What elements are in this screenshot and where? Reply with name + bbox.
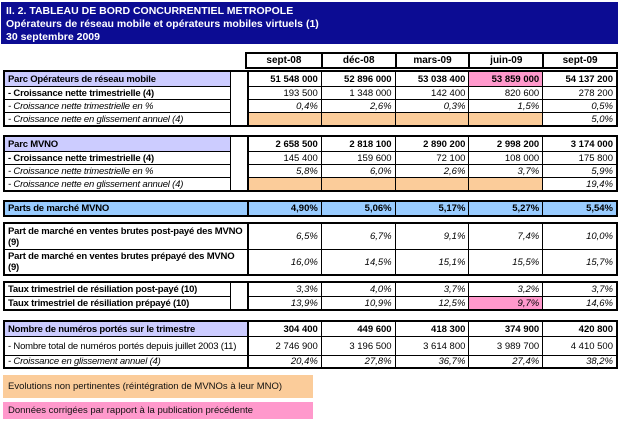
row-label: - Croissance nette trimestrielle en % (5, 99, 231, 112)
data-cell: 54 137 200 (542, 72, 616, 86)
data-cell (247, 177, 321, 190)
row-label: Parc Opérateurs de réseau mobile (5, 72, 231, 86)
spacer-cell (231, 137, 247, 151)
column-header: sept-08 (266, 55, 302, 66)
data-cell: 2 746 900 (247, 336, 321, 355)
table-row (5, 249, 616, 274)
data-cell: 5,06% (321, 202, 395, 215)
table-row (5, 99, 616, 112)
column-header: juin-09 (468, 54, 542, 67)
data-cell (247, 112, 321, 125)
data-cell: 5,0% (542, 112, 616, 125)
legend-pink-label: Données corrigées par rapport à la publication précédente (8, 405, 254, 416)
column-header-row (245, 52, 618, 69)
row-label: Parc MVNO (5, 137, 231, 151)
data-cell: 20,4% (247, 355, 321, 367)
data-cell: 449 600 (321, 322, 395, 336)
row-label: Part de marché en ventes brutes prépayé des MVNO (9) (5, 249, 247, 274)
column-header: mars-09 (395, 54, 469, 67)
data-cell: 12,5% (395, 296, 469, 309)
data-cell: 5,17% (395, 202, 469, 215)
data-cell: 0,4% (247, 99, 321, 112)
data-cell: 374 900 (468, 322, 542, 336)
data-cell: 0,3% (395, 99, 469, 112)
data-cell: 6,0% (321, 164, 395, 177)
row-label: - Croissance nette trimestrielle (4) (5, 151, 231, 164)
row-label: - Croissance nette en glissement annuel (4) (5, 112, 231, 125)
data-cell: 51 548 000 (247, 72, 321, 86)
data-cell: 0,5% (542, 99, 616, 112)
data-cell: 304 400 (247, 322, 321, 336)
data-cell: 5,8% (247, 164, 321, 177)
data-cell: 3,7% (395, 283, 469, 296)
data-cell: 2 890 200 (395, 137, 469, 151)
row-label: Taux trimestriel de résiliation prépayé (10) (5, 296, 231, 309)
data-cell: 142 400 (395, 86, 469, 99)
data-cell: 53 038 400 (395, 72, 469, 86)
report-title-line1: II. 2. TABLEAU DE BORD CONCURRENTIEL METROPOLE (6, 5, 294, 17)
column-header: déc-08 (321, 54, 395, 67)
row-label: - Croissance nette trimestrielle (4) (5, 86, 231, 99)
table-row (5, 224, 616, 249)
data-cell: 14,6% (542, 296, 616, 309)
report-title-line3: 30 septembre 2009 (6, 31, 100, 43)
data-cell: 6,5% (247, 224, 321, 249)
data-cell: 2,6% (321, 99, 395, 112)
legend-orange (3, 375, 313, 398)
data-cell: 3,3% (247, 283, 321, 296)
section-parc-mvno (3, 135, 618, 192)
data-cell: 53 859 000 (468, 72, 542, 86)
data-cell: 3,7% (542, 283, 616, 296)
data-cell: 4 410 500 (542, 336, 616, 355)
data-cell: 9,1% (395, 224, 469, 249)
data-cell: 14,5% (321, 249, 395, 274)
table-row (5, 177, 616, 190)
data-cell: 4,0% (321, 283, 395, 296)
data-cell: 820 600 (468, 86, 542, 99)
data-cell: 15,7% (542, 249, 616, 274)
table-row (5, 296, 616, 309)
row-label: Taux trimestriel de résiliation post-payé (10) (5, 283, 231, 296)
table-row (5, 283, 616, 296)
data-cell: 27,4% (468, 355, 542, 367)
data-cell: 15,1% (395, 249, 469, 274)
data-cell: 1,5% (468, 99, 542, 112)
data-cell: 2,6% (395, 164, 469, 177)
spacer-cell (231, 99, 247, 112)
data-cell: 3 614 800 (395, 336, 469, 355)
section-numeros-portes (3, 320, 618, 369)
data-cell: 5,27% (468, 202, 542, 215)
table-row (5, 336, 616, 355)
data-cell: 4,90% (247, 202, 321, 215)
data-cell: 9,7% (468, 296, 542, 309)
data-cell: 193 500 (247, 86, 321, 99)
data-cell: 3,2% (468, 283, 542, 296)
data-cell: 6,7% (321, 224, 395, 249)
table-row (5, 151, 616, 164)
data-cell: 145 400 (247, 151, 321, 164)
data-cell (395, 112, 469, 125)
table-row (5, 72, 616, 86)
data-cell (395, 177, 469, 190)
row-label: - Croissance nette trimestrielle en % (5, 164, 231, 177)
spacer-cell (231, 112, 247, 125)
data-cell: 72 100 (395, 151, 469, 164)
legend-pink (3, 402, 313, 419)
data-cell: 3 196 500 (321, 336, 395, 355)
table-row (5, 355, 616, 367)
data-cell: 36,7% (395, 355, 469, 367)
spacer-cell (231, 151, 247, 164)
data-cell (468, 112, 542, 125)
spacer-cell (231, 72, 247, 86)
spacer-cell (231, 164, 247, 177)
table-row (5, 322, 616, 336)
data-cell: 3,7% (468, 164, 542, 177)
row-label: Nombre de numéros portés sur le trimestre (5, 322, 247, 336)
row-label: - Croissance nette en glissement annuel (4) (5, 177, 231, 190)
data-cell: 420 800 (542, 322, 616, 336)
data-cell: 175 800 (542, 151, 616, 164)
table-row (5, 202, 616, 215)
data-cell: 278 200 (542, 86, 616, 99)
section-parts-ventes-brutes (3, 222, 618, 276)
legend-orange-label: Evolutions non pertinentes (réintégration de MVNOs à leur MNO) (8, 381, 283, 392)
data-cell: 38,2% (542, 355, 616, 367)
data-cell: 7,4% (468, 224, 542, 249)
data-cell: 159 600 (321, 151, 395, 164)
data-cell: 1 348 000 (321, 86, 395, 99)
data-cell: 3 174 000 (542, 137, 616, 151)
data-cell (321, 112, 395, 125)
table-row (5, 164, 616, 177)
row-label: Parts de marché MVNO (5, 202, 247, 215)
data-cell (321, 177, 395, 190)
spacer-cell (231, 296, 247, 309)
column-header: sept-09 (542, 54, 616, 67)
data-cell: 10,9% (321, 296, 395, 309)
data-cell: 2 658 500 (247, 137, 321, 151)
data-cell (468, 177, 542, 190)
data-cell: 19,4% (542, 177, 616, 190)
row-label: - Croissance en glissement annuel (4) (5, 355, 247, 367)
table-row (5, 137, 616, 151)
spacer-cell (231, 283, 247, 296)
data-cell: 3 989 700 (468, 336, 542, 355)
section-parts-de-marche-mvno (3, 200, 618, 217)
data-cell: 16,0% (247, 249, 321, 274)
data-cell: 5,9% (542, 164, 616, 177)
data-cell: 15,5% (468, 249, 542, 274)
row-label: Part de marché en ventes brutes post-payé des MVNO (9) (8, 225, 243, 248)
data-cell: 2 818 100 (321, 137, 395, 151)
row-label: - Nombre total de numéros portés depuis juillet 2003 (11) (5, 336, 247, 355)
data-cell: 5,54% (542, 202, 616, 215)
data-cell: 10,0% (542, 224, 616, 249)
spacer-cell (231, 177, 247, 190)
report-title-bar (1, 2, 618, 44)
data-cell: 13,9% (247, 296, 321, 309)
table-row (5, 112, 616, 125)
spacer-cell (231, 86, 247, 99)
section-parc-operateurs-reseau-mobile (3, 70, 618, 127)
report-title-line2: Opérateurs de réseau mobile et opérateurs mobiles virtuels (1) (6, 18, 319, 30)
data-cell: 2 998 200 (468, 137, 542, 151)
data-cell: 108 000 (468, 151, 542, 164)
table-row (5, 86, 616, 99)
data-cell: 52 896 000 (321, 72, 395, 86)
data-cell: 27,8% (321, 355, 395, 367)
data-cell: 418 300 (395, 322, 469, 336)
section-taux-resiliation (3, 281, 618, 311)
